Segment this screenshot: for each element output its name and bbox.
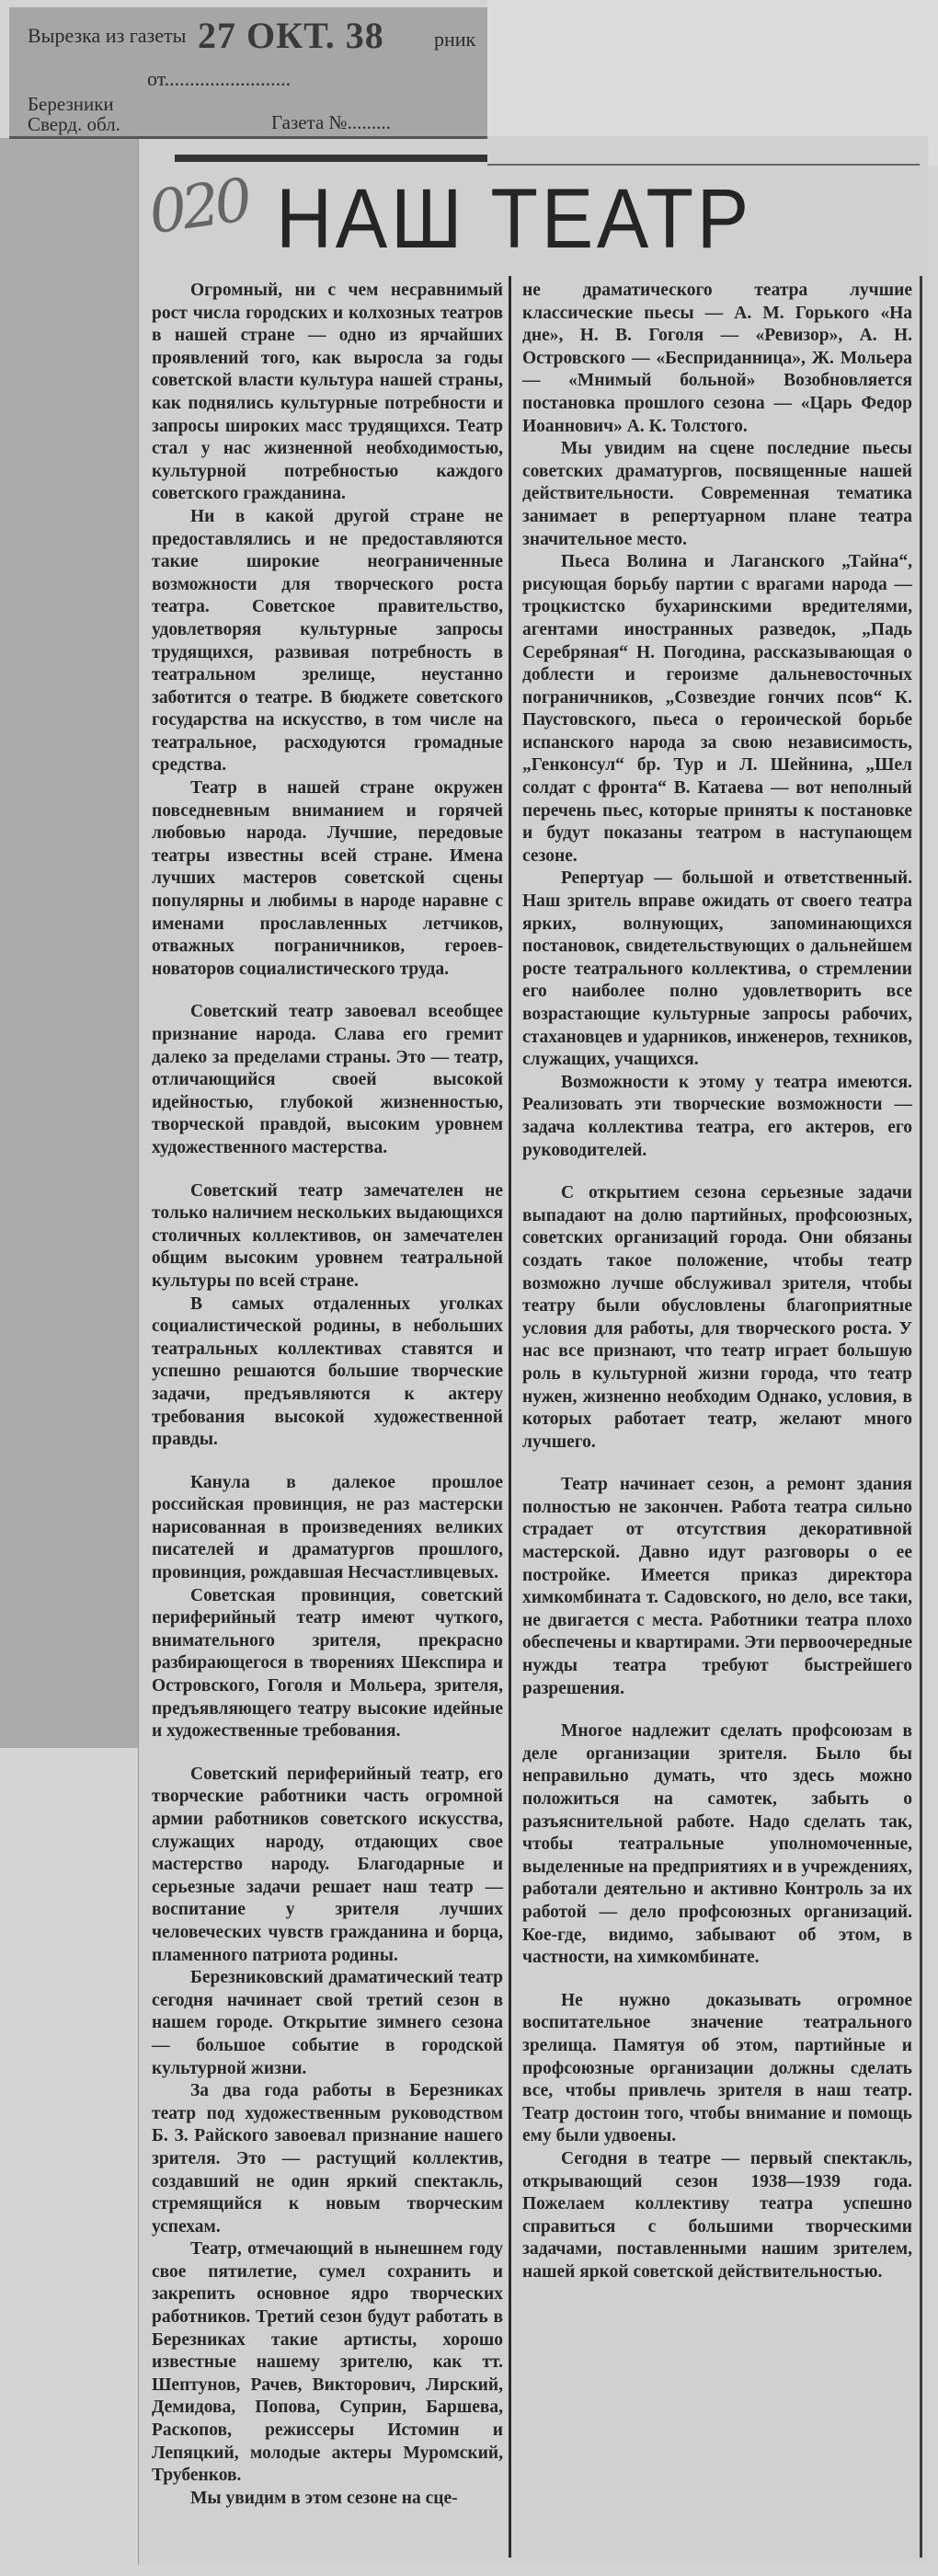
background-strip <box>0 138 138 1748</box>
header-rule <box>175 155 487 162</box>
stamp-city: Березники <box>28 93 114 115</box>
handwritten-number: 020 <box>144 167 253 248</box>
paragraph: Сегодня в театре — первый спектакль, открывающий сезон 1938—1939 года. Пожелаем коллективу театра успешно справиться с большими творческими задачами, поставленными нашим зрителем, нашей яркой советской действительностью. <box>522 2148 912 2282</box>
paragraph: Театр начинает сезон, а ремонт здания полностью не закончен. Работа театра сильно страдает от отсутствия декоративной мастерской. Давно идут разговоры о ее постройке. Имеется приказ директора химкомбината т. Садовского, но дело, все таки, не двигается с места. Работники театра плохо обеспечены и квартирами. Эти первоочередные нужды театра требуют быстрейшего разрешения. <box>522 1475 912 1698</box>
paragraph: С открытием сезона серьезные задачи выпадают на долю партийных, профсоюзных, советских организаций города. Они обязаны создать такое положение, чтобы театр возможно лучше обслуживал зрителя, чтобы театру были обусловлены благоприятные условия для работы, для творческого роста. У нас все признают, что театр играет большую роль в культурной жизни города, что театр нужен, жизненно необходим Однако, условия, в которых работает театр, желают много лучшего. <box>522 1183 912 1452</box>
paragraph: Театр в нашей стране окружен повседневным вниманием и горячей любовью народа. Лучшие, передовые театры известны всей стране. Имена лучших мастеров советской сцены популярны и любимы в народе наравне с именами прославленных летчиков, отважных пограничников, героев-новаторов социалистического труда. <box>152 778 503 979</box>
left-column <box>152 280 503 2510</box>
paragraph: Мы увидим в этом сезоне на сце- <box>190 2488 458 2508</box>
paragraph: Многое надлежит сделать профсоюзам в деле организации зрителя. Было бы неправильно думать, что здесь можно положиться на самотек, забыть о разъяснительной работе. Надо сделать так, чтобы театральные уполномоченные, выделенные на предприятиях и в учреждениях, работали деятельно и активно Контроль за их работой — дело профсоюзных организаций. Кое-где, видимо, забывают об этом, в частности, на химкомбинате. <box>522 1721 912 1968</box>
paragraph: Советский театр завоевал всеобщее признание народа. Слава его гремит далеко за пределами страны. Это — театр, отличающийся своей высокой идейностью, глубокой жизненностью, творческой правдой, высоким уровнем художественного мастерства. <box>152 1002 503 1157</box>
paragraph: В самых отдаленных уголках социалистической родины, в небольших театральных коллективах ставятся и успешно решаются большие творческие задачи, предъявляются к актеру требования высокой художественной правды. <box>152 1294 503 1450</box>
paragraph: Огромный, ни с чем несравнимый рост числа городских и колхозных театров в нашей стране — одно из ярчайших проявлений того, как выросла за годы советской власти культура нашей страны, как поднялись культурные потребности и запросы широких масс трудящихся. Театр стал у нас жизненной необходимостью, культурной потребностью каждого советского гражданина. <box>152 281 503 504</box>
clipping-stamp <box>9 7 487 139</box>
paragraph: Театр, отмечающий в нынешнем году свое пятилетие, сумел сохранить и закрепить основное ядро творческих работников. Третий сезон будут работать в Березниках такие артисты, хорошо известные нашему зрителю, как тт. Шептунов, Рачев, Викторович, Лирский, Демидова, Попова, Суприн, Баршева, Раскопов, режиссеры Истомин и Лепяцкий, молодые актеры Муромский, Трубенков. <box>152 2239 503 2486</box>
paragraph: Ни в какой другой стране не предоставлялись и не предоставляются такие широкие неограниченные возможности для творческого роста театра. Советское правительство, удовлетворяя культурные запросы трудящихся, развивая потребность в театральном зрелище, неустанно заботится о театре. В бюджете советского государства на искусство, в том числе на театральное, расходуются громадные средства. <box>152 506 503 776</box>
stamp-issue-label: Газета №......... <box>271 111 391 133</box>
stamp-tail: рник <box>434 28 476 51</box>
stamp-location <box>28 94 120 134</box>
stamp-from-label: от......................... <box>147 67 292 90</box>
header-rule-thin <box>487 164 920 166</box>
right-border <box>920 276 922 2558</box>
stamp-region: Сверд. обл. <box>28 113 120 135</box>
paragraph: Репертуар — большой и ответственный. Наш зритель вправе ожидать от своего театра ярких, волнующих, запоминающихся постановок, свидетельствующих о дальнейшем росте театрального коллектива, о стремлении его наиболее полно удовлетворить все возрастающие культурные запросы рабочих, стахановцев и ударников, инженеров, техников, служащих, учащихся. <box>522 868 912 1070</box>
stamp-clipping-from: Вырезка из газеты <box>28 24 187 47</box>
column-divider <box>509 276 511 2558</box>
paragraph: Пьеса Волина и Лаганского „Тайна“, рисующая борьбу партии с врагами народа — троцкистско бухаринскими вредителями, агентами иностранных разведок, „Падь Серебряная“ Н. Погодина, рассказывающая о доблести и героизме дальневосточных пограничников, „Созвездие гончих псов“ К. Паустовского, пьеса о героической борьбе испанского народа за свою независимость, „Генконсул“ бр. Тур и Л. Шейнина, „Шел солдат с фронта“ В. Катаева — вот неполный перечень пьес, которые приняты к постановке и будут показаны театром в наступающем сезоне. <box>522 552 912 866</box>
paragraph: Мы увидим на сцене последние пьесы советских драматургов, посвященные нашей действительности. Современная тематика занимает в репертуарном плане театра значительное место. <box>522 439 912 549</box>
stamp-date: 27 ОКТ. 38 <box>198 15 384 56</box>
paragraph: Березниковский драматический театр сегодня начинает свой третий сезон в нашем городе. Открытие зимнего сезона — большое событие в городской культурной жизни. <box>152 1968 503 2078</box>
paragraph: Советский театр замечателен не только наличием нескольких выдающихся столичных коллективов, он замечателен общим высоким уровнем театральной культуры по всей стране. <box>152 1180 504 1291</box>
paragraph: За два года работы в Березниках театр под художественным руководством Б. З. Райского завоевал признание нашего зрителя. Это — растущий коллектив, создавший не один яркий спектакль, стремящийся к новым творческим успехам. <box>152 2081 503 2237</box>
paragraph: не драматического театра лучшие классические пьесы — А. М. Горького «На дне», Н. В. Гоголя — «Ревизор», А. Н. Островского — «Бесприданница», Ж. Мольера — «Мнимый больной» Возобновляется постановка прошлого сезона — «Царь Федор Иоаннович» А. К. Толстого. <box>522 281 912 436</box>
right-column <box>522 280 912 2283</box>
paragraph: Канула в далекое прошлое российская провинция, не раз мастерски нарисованная в произведениях великих писателей и драматургов прошлого, провинция, рождавшая Несчастливцевых. <box>152 1472 503 1583</box>
article-title: НАШ ТЕАТР <box>276 172 752 266</box>
paragraph: Советская провинция, советский периферийный театр имеют чуткого, внимательного зрителя, прекрасно разбирающегося в творениях Шекспира и Островского, Гоголя и Мольера, зрителя, предъявляющего театру высокие идейные и художественные требования. <box>152 1585 503 1742</box>
paragraph: Советский периферийный театр, его творческие работники часть огромной армии работников советского искусства, служащих народу, отдающих свое мастерство народу. Благодарные и серьезные задачи решает наш театр — воспитание у зрителя лучших человеческих чувств гражданина и борца, пламенного патриота родины. <box>152 1764 503 1965</box>
paragraph: Возможности к этому у театра имеются. Реализовать эти творческие возможности — задача коллектива театра, его актеров, его руководителей. <box>522 1072 912 1160</box>
paragraph: Не нужно доказывать огромное воспитательное значение театрального зрелища. Памятуя об этом, партийные и профсоюзные организации должны сделать все, чтобы привлечь зрителя в наш театр. Театр достоин того, чтобы внимание и помощь ему были удвоены. <box>522 1990 912 2146</box>
